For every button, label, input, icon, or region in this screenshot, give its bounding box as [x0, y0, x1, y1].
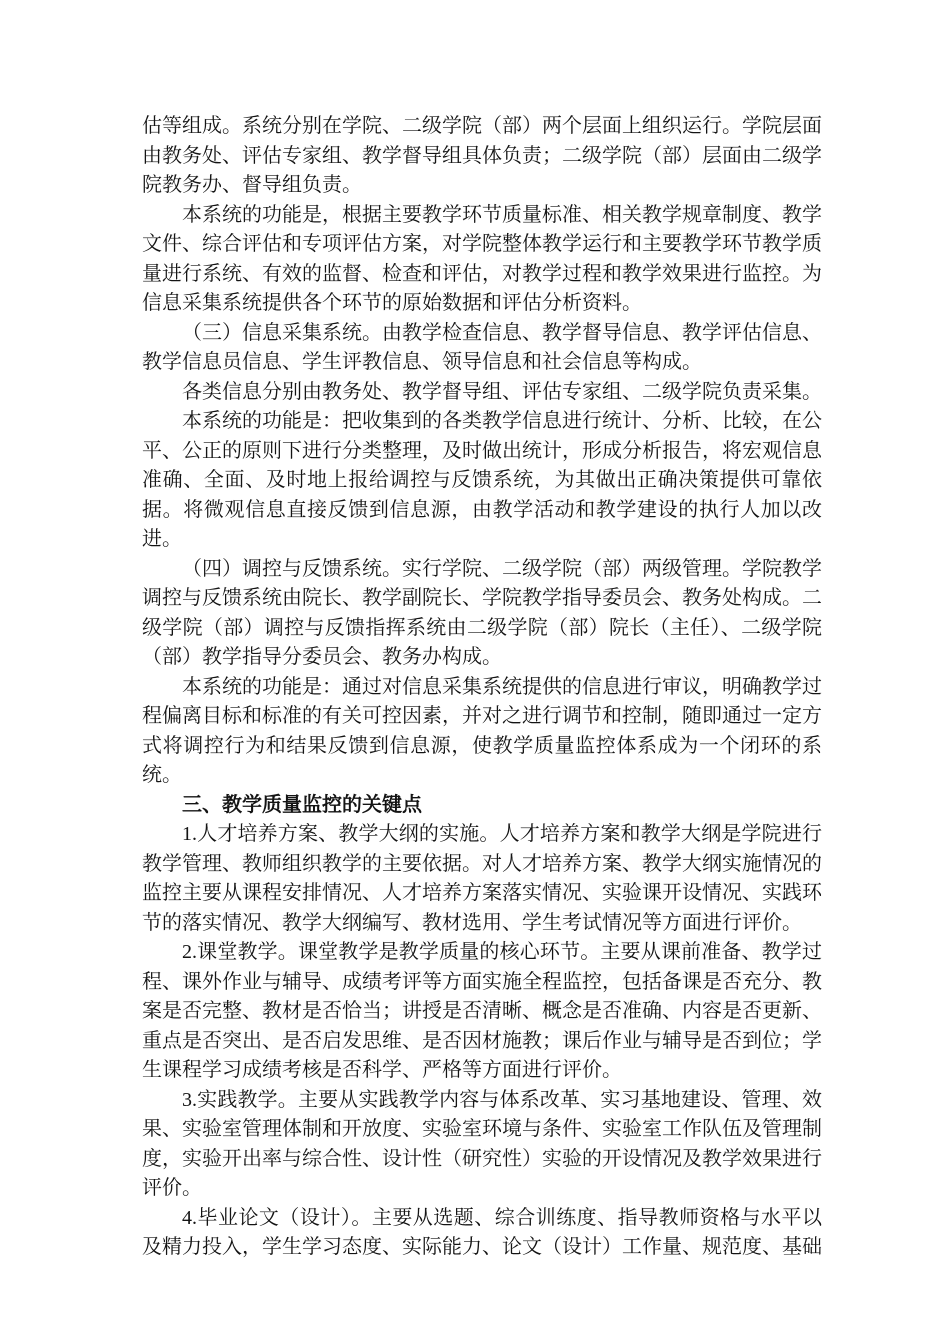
paragraph: （三）信息采集系统。由教学检查信息、教学督导信息、教学评估信息、教学信息员信息、学生评教信息、领导信息和社会信息等构成。	[142, 321, 822, 373]
paragraph: 本系统的功能是，根据主要教学环节质量标准、相关教学规章制度、教学文件、综合评估和专项评估方案，对学院整体教学运行和主要教学环节教学质量进行系统、有效的监督、检查和评估，对教学过程和教学效果进行监控。为信息采集系统提供各个环节的原始数据和评估分析资料。	[142, 203, 822, 314]
section-heading: 三、教学质量监控的关键点	[182, 793, 422, 816]
paragraph: 3.实践教学。主要从实践教学内容与体系改革、实习基地建设、管理、效果、实验室管理体制和开放度、实验室环境与条件、实验室工作队伍及管理制度，实验开出率与综合性、设计性（研究性）实验的开设情况及教学效果进行评价。	[142, 1088, 822, 1199]
document-text-block	[142, 112, 822, 1263]
paragraph: 4.毕业论文（设计）。主要从选题、综合训练度、指导教师资格与水平以及精力投入，学生学习态度、实际能力、论文（设计）工作量、规范度、基础	[142, 1206, 822, 1258]
paragraph: 本系统的功能是：把收集到的各类教学信息进行统计、分析、比较，在公平、公正的原则下进行分类整理，及时做出统计，形成分析报告，将宏观信息准确、全面、及时地上报给调控与反馈系统，为其做出正确决策提供可靠依据。将微观信息直接反馈到信息源，由教学活动和教学建设的执行人加以改进。	[142, 410, 822, 550]
paragraph: 2.课堂教学。课堂教学是教学质量的核心环节。主要从课前准备、教学过程、课外作业与辅导、成绩考评等方面实施全程监控，包括备课是否充分、教案是否完整、教材是否恰当；讲授是否清晰、概念是否准确、内容是否更新、重点是否突出、是否启发思维、是否因材施教；课后作业与辅导是否到位；学生课程学习成绩考核是否科学、严格等方面进行评价。	[142, 941, 822, 1081]
paragraph: 估等组成。系统分别在学院、二级学院（部）两个层面上组织运行。学院层面由教务处、评估专家组、教学督导组具体负责；二级学院（部）层面由二级学院教务办、督导组负责。	[142, 115, 822, 196]
paragraph: 1.人才培养方案、教学大纲的实施。人才培养方案和教学大纲是学院进行教学管理、教师组织教学的主要依据。对人才培养方案、教学大纲实施情况的监控主要从课程安排情况、人才培养方案落实情况、实验课开设情况、实践环节的落实情况、教学大纲编写、教材选用、学生考试情况等方面进行评价。	[142, 823, 822, 934]
paragraph: 各类信息分别由教务处、教学督导组、评估专家组、二级学院负责采集。	[182, 380, 822, 403]
paragraph: 本系统的功能是：通过对信息采集系统提供的信息进行审议，明确教学过程偏离目标和标准的有关可控因素，并对之进行调节和控制，随即通过一定方式将调控行为和结果反馈到信息源，使教学质量监控体系成为一个闭环的系统。	[142, 675, 822, 786]
paragraph: （四）调控与反馈系统。实行学院、二级学院（部）两级管理。学院教学调控与反馈系统由院长、教学副院长、学院教学指导委员会、教务处构成。二级学院（部）调控与反馈指挥系统由二级学院（部）院长（主任）、二级学院（部）教学指导分委员会、教务办构成。	[142, 557, 822, 668]
